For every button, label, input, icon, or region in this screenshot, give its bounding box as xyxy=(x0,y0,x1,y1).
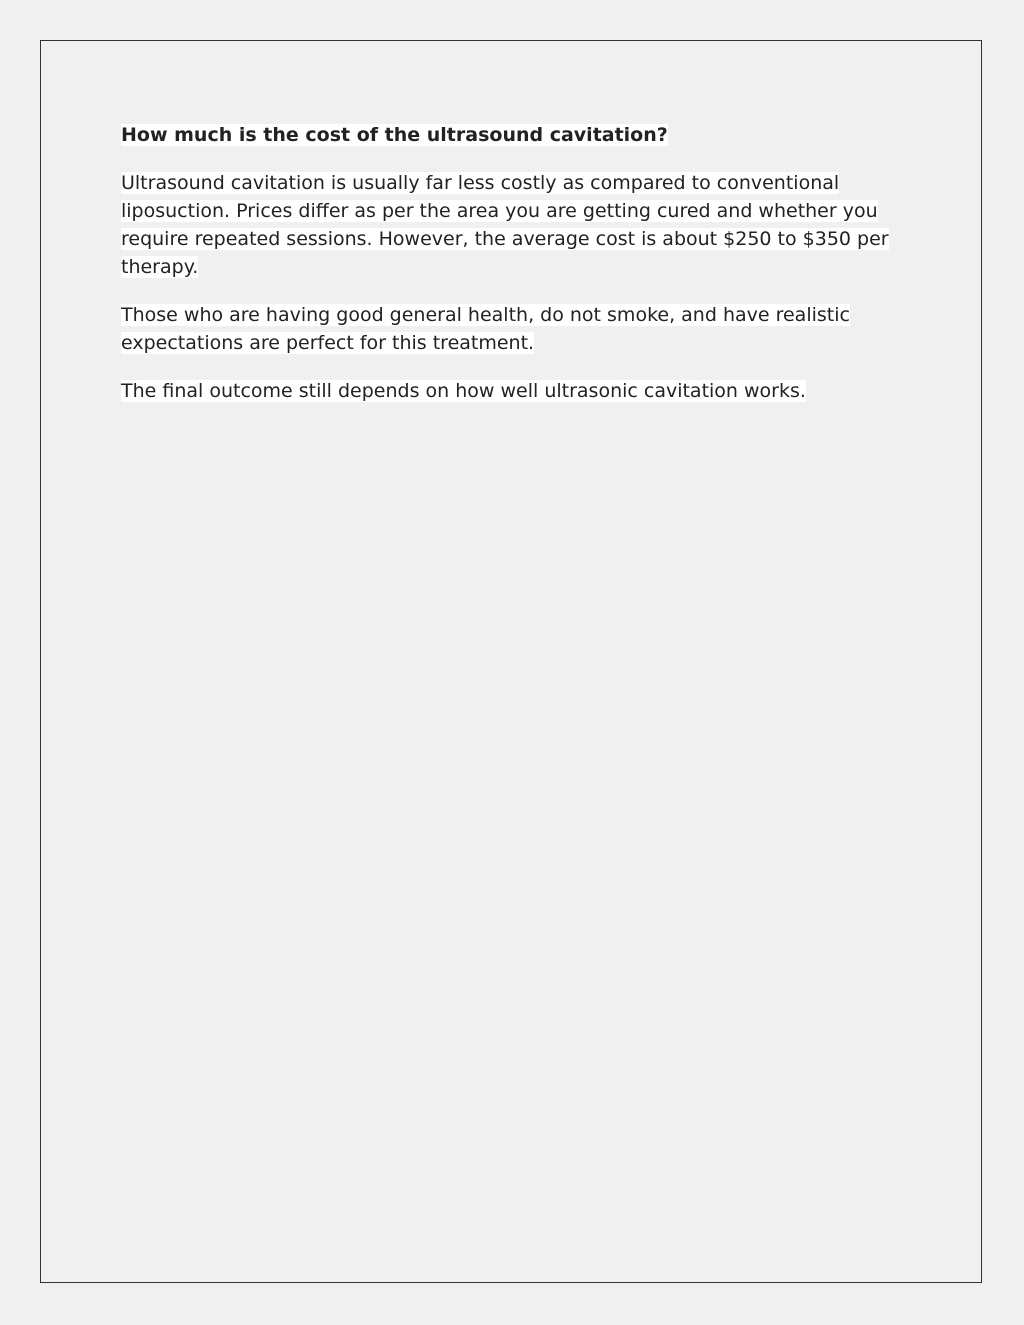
paragraph-outcome xyxy=(121,377,911,405)
section-heading xyxy=(121,121,911,149)
section-heading-text: How much is the cost of the ultrasound cavitation? xyxy=(121,124,668,146)
paragraph-candidates xyxy=(121,301,911,357)
paragraph-outcome-text: The final outcome still depends on how well ultrasonic cavitation works. xyxy=(121,380,806,402)
paragraph-candidates-text: Those who are having good general health, do not smoke, and have realistic expectations are perfect for this treatment. xyxy=(121,304,850,354)
paragraph-cost-text: Ultrasound cavitation is usually far less costly as compared to conventional liposuction. Prices differ as per the area you are getting cured and whether you require repeated sessions. However, the average cost is about $250 to $350 per therapy. xyxy=(121,172,889,278)
paragraph-cost xyxy=(121,169,911,281)
document-body xyxy=(121,121,911,425)
document-page xyxy=(40,40,982,1283)
